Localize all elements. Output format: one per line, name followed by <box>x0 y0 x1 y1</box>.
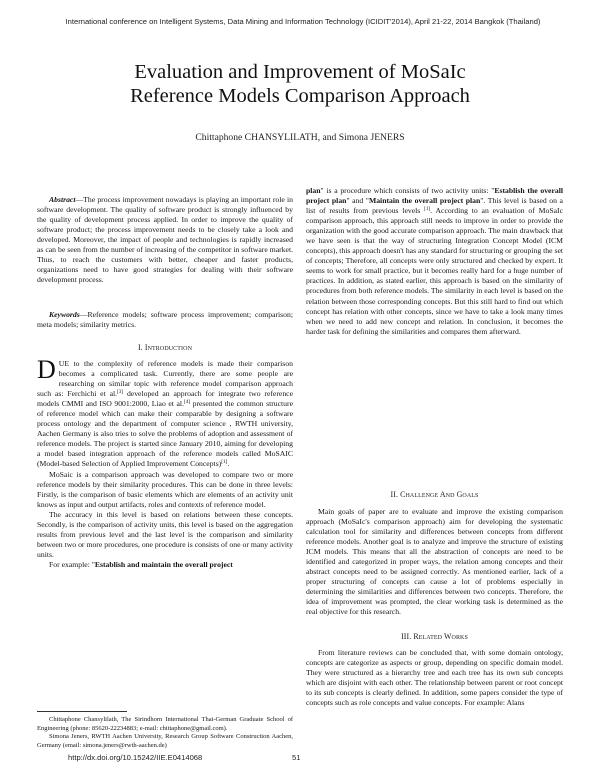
intro-right-text-d: . According to an evaluation of MoSaIc comparison approach, this approach still needs to improve in order to provide the organization with the good accurate comparison approach. The main drawback that we have seen is that the way of structuring Integration Concept Model (ICM concepts), this approach doesn't has any standard for structuring or grouping the set of concepts; Therefore, all concepts were only structured and checked by expert. It seems to work for small practice, but it becomes really hard for a huge number of practices. In addition, as stated earlier, this approach is based on the similarity of procedures from both reference models. The similarity in each level is based on the relation between those corresponding concepts. But this still hard to find out which concept has relation with other concepts, since we have to take a look many times when we need to add new concept and relation. In conclusion, it becomes the harder task for defining the similarities and compares them afterward. <box>306 206 563 336</box>
intro-paragraph-4 <box>37 560 293 570</box>
citation-ref: [4] <box>183 399 191 406</box>
section-title: Related Works <box>413 632 468 641</box>
abstract-text: —The process improvement nowadays is playing an important role in software development. The quality of software product is strongly influenced by the quality of development process applied. In order to improve the quality of software product; the process improvement needs to be closely take a look and developed. Moreover, the impact of people and technologies is rapidly increased as can be seen from the number of increasing of the competitor in software market. Thus, to reach the customers with better, cheaper and faster products, organizations need to have good strategies for dealing with their software development process. <box>37 195 293 285</box>
doi-link[interactable]: http://dx.doi.org/10.15242/IIE.E0414068 <box>68 753 203 762</box>
page-number: 51 <box>292 753 301 762</box>
bold-text: plan <box>306 186 321 195</box>
keywords-paragraph <box>37 310 293 330</box>
citation-ref: [1] <box>424 206 431 213</box>
intro-right-text-b: " and " <box>346 196 369 206</box>
section-heading-challenge <box>306 490 563 500</box>
citation-ref: [1] <box>221 459 228 466</box>
intro-right-text-c: ". This level is based on a list of results from previous levels <box>306 196 563 216</box>
title-line-1: Evaluation and Improvement of MoSaIc <box>134 61 466 83</box>
abstract-block <box>37 195 293 285</box>
intro-right-text-a: " is a procedure which consists of two activity units: " <box>320 186 495 195</box>
intro-bold-text: Establish and maintain the overall project <box>94 559 233 569</box>
section-heading-related-works <box>306 632 563 642</box>
bold-text: Establish the overall project plan <box>306 186 563 206</box>
challenge-body <box>306 507 563 618</box>
challenge-paragraph-1: Main goals of paper are to evaluate and improve the existing comparison approach (MoSaIc's comparison approach) aim for developing the systematic calculation tool for similarity and differences between concepts from different reference models. Another goal is to analyze and improve the structure of existing ICM models. This means that all the abstraction of concepts are need to be identified and categorized in proper ways, the relation among concepts and their abstract concepts need to be assigned correctly. As mentioned earlier, lack of a proper structuring of concepts can cause a lot of problems especially in determining the similarities and differences between two concepts. Therefore, the idea of improvement was prompted, the clear working task is determined as the real objective for this research. <box>306 507 563 617</box>
introduction-body <box>37 355 293 570</box>
footnotes <box>37 716 293 750</box>
conference-header: International conference on Intelligent Systems, Data Mining and Information Technology (ICIDIT'2014), April 21-22, 2014 Bangkok (Thailand) <box>65 17 541 26</box>
citation-ref: [3] <box>117 389 124 396</box>
drop-cap: D <box>37 355 56 384</box>
introduction-continued <box>306 186 563 337</box>
section-number: I. <box>137 343 143 352</box>
section-heading-introduction <box>37 343 293 353</box>
section-number: II. <box>390 490 399 499</box>
related-works-body <box>306 648 563 708</box>
title-line-2: Reference Models Comparison Approach <box>130 85 470 107</box>
intro-right-paragraph <box>306 186 563 337</box>
footnote-2: Simona Jeners, RWTH Aachen University, Research Group Software Construction Aachen, Germany (email: simona.jeners@rwth-aachen.de) <box>37 733 293 749</box>
intro-text-a: UE to the complexity of reference models is made their comparison becomes a complicated task. Currently, there are some people are researching on similar topic with reference model comparison approach such as: Ferchichi et al. <box>37 359 293 399</box>
related-paragraph-1: From literature reviews can be concluded that, with some domain ontology, concepts are categorize as aspects or group, depending on specific domain model. They were structured as a hierarchy tree and each tree has its own sub concepts which are disjoint with each other. The relationship between parent or root concept to its sub concepts is clearly defined. In addition, some papers consider the type of concepts such as role concepts and value concepts. For example: Alans <box>306 648 563 708</box>
section-title: Introduction <box>144 343 193 352</box>
intro-paragraph-1 <box>37 355 293 470</box>
keywords-label: Keywords <box>49 310 80 319</box>
intro-text-c: presented the common structure of reference model which can make their comparable by designing a software process ontology and the department of computer science , RWTH university, Aachen Germany is also tries to solve the problems of adoption and assessment of reference models. The project is started since January 2010, aiming for developing a model based integration approach of the reference models called MoSAIC (Model-based Selection of Applied Improvement Concepts) <box>37 399 293 469</box>
abstract-paragraph <box>37 195 293 285</box>
intro-text-e: For example: " <box>49 559 95 569</box>
paper-title <box>40 60 560 108</box>
author-list: Chittaphone CHANSYLILATH, and Simona JENERS <box>195 132 405 143</box>
keywords-text: —Reference models; software process improvement; comparison; meta models; similarity metrics. <box>37 310 293 330</box>
keywords-block <box>37 310 293 330</box>
intro-paragraph-3: The accuracy in this level is based on relations between these concepts. Secondly, is the comparison of activity units, this level is based on the aggregation results from previous level and the last level is the comparison and similarity between two or more procedures, one procedure is consists of one or many activity units. <box>37 509 293 559</box>
footnote-rule <box>37 711 127 712</box>
abstract-label: Abstract <box>49 195 76 204</box>
intro-text-d: . <box>227 459 230 469</box>
intro-text-b: developed an approach for integrate two reference models CMMI and ISO 9001:2000, Liao et al. <box>37 389 293 409</box>
intro-paragraph-2: MoSaic is a comparison approach was developed to compare two or more reference models by their similarity procedures. This can be done in three levels: Firstly, is the comparison of basic elements which are elements of an activity unit knows as input and output artifacts, roles and contexts of reference model. <box>37 469 293 509</box>
footnote-1: Chittaphone Chansylilath, The Sirindhorn International Thai-German Graduate School of Engineering (phone: 85620-22234883; e-mail: chittaphone@gmail.com). <box>37 716 293 732</box>
section-number: III. <box>401 632 412 641</box>
bold-text: Maintain the overall project plan <box>368 196 481 206</box>
section-title: Challenge And Goals <box>400 490 479 499</box>
